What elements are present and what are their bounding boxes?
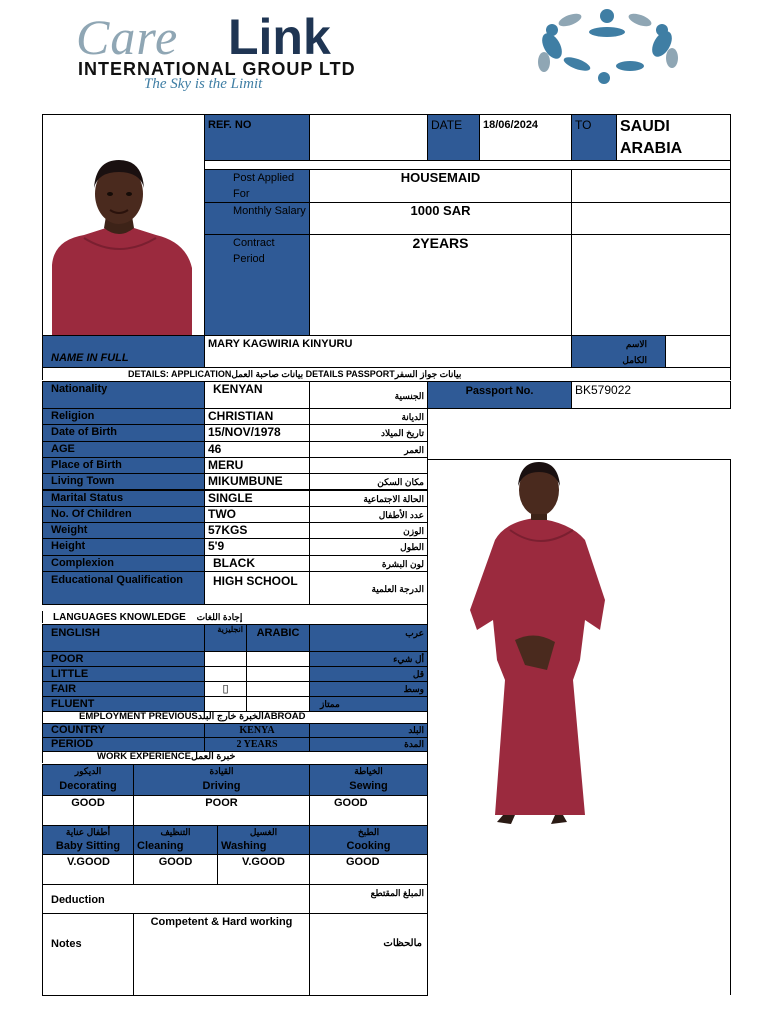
skill-header	[133, 825, 218, 855]
english-level-mark	[204, 651, 247, 667]
personal-value: TWO	[204, 506, 310, 523]
skill-rating: POOR	[133, 795, 310, 826]
personal-arabic: الوزن	[309, 522, 428, 539]
notes-arabic: مالحظات	[383, 938, 422, 949]
skill-arabic: التنظيف	[160, 827, 191, 837]
personal-arabic: العمر	[309, 441, 428, 458]
details-bar: DETAILS: APPLICATIONبيانات صاحبة العمل DETAILS PASSPORTبيانات جواز السفر	[42, 368, 731, 380]
skill-header	[309, 825, 428, 855]
notes-label: Notes	[51, 938, 82, 950]
language-level-label: FAIR	[42, 681, 205, 697]
personal-label: Complexion	[42, 555, 205, 572]
salary-label: Monthly Salary	[204, 202, 310, 235]
country-value: KENYA	[204, 723, 310, 738]
destination-value: SAUDI ARABIA	[616, 114, 731, 161]
personal-arabic: عدد الأطفال	[309, 506, 428, 523]
languages-bar-label: LANGUAGES KNOWLEDGE	[53, 612, 186, 623]
personal-arabic: تاريخ الميلاد	[309, 424, 428, 441]
skill-arabic: الطبخ	[357, 827, 380, 837]
skill-arabic: الديكور	[74, 766, 102, 776]
name-extra	[665, 335, 731, 368]
skill-rating: GOOD	[133, 854, 218, 885]
country-arabic: البلد	[309, 723, 428, 738]
personal-label: Date of Birth	[42, 424, 205, 441]
date-label: DATE	[427, 114, 480, 161]
personal-arabic: لون البشرة	[309, 555, 428, 572]
personal-arabic: الطول	[309, 538, 428, 555]
arabic-level-mark	[246, 696, 310, 712]
language-level-label: FLUENT	[42, 696, 205, 712]
skill-header	[42, 764, 134, 796]
personal-value: CHRISTIAN	[204, 408, 310, 425]
logo-company-text: INTERNATIONAL GROUP LTD	[78, 59, 356, 79]
personal-label: Height	[42, 538, 205, 555]
personal-label: Marital Status	[42, 490, 205, 507]
salary-value: 1000 SAR	[309, 202, 572, 235]
personal-arabic: الدرجة العلمية	[309, 571, 428, 605]
employment-bar: EMPLOYMENT PREVIOUSالخبرة خارج البلدABROAD	[42, 711, 428, 723]
personal-value: 46	[204, 441, 310, 458]
personal-value: 5'9	[204, 538, 310, 555]
arabic-level-mark	[246, 666, 310, 682]
personal-label: Weight	[42, 522, 205, 539]
personal-label: Educational Qualification	[42, 571, 205, 605]
ref-no-label: REF. NO	[204, 114, 310, 161]
salary-extra	[571, 202, 731, 235]
personal-value: SINGLE	[204, 490, 310, 507]
name-label-cell	[42, 335, 205, 368]
personal-arabic: الديانة	[309, 408, 428, 425]
work-experience-bar: WORK EXPERIENCEخبرة العمل	[42, 751, 428, 763]
post-value: HOUSEMAID	[309, 169, 572, 203]
english-label: ENGLISH	[42, 624, 205, 652]
skill-label: Cleaning	[137, 840, 184, 852]
post-label: Post Applied For	[204, 169, 310, 203]
period-arabic: المدة	[309, 737, 428, 752]
skill-label: Decorating	[59, 780, 117, 792]
personal-label: Place of Birth	[42, 457, 205, 474]
period-label: PERIOD	[42, 737, 205, 752]
skill-header	[309, 764, 428, 796]
skill-header	[217, 825, 310, 855]
personal-value: 57KGS	[204, 522, 310, 539]
skill-arabic: القيادة	[209, 766, 234, 776]
personal-value: 15/NOV/1978	[204, 424, 310, 441]
to-label: TO	[571, 114, 617, 161]
language-level-arabic: وسط	[309, 681, 428, 697]
people-circle-logo-icon	[522, 6, 692, 84]
language-level-arabic: أل شيء	[309, 651, 428, 667]
arabic-arabic: عرب	[309, 624, 428, 652]
country-label: COUNTRY	[42, 723, 205, 738]
notes-value: Competent & Hard working	[133, 913, 310, 996]
skill-arabic: الخياطة	[354, 766, 383, 776]
english-level-mark	[204, 666, 247, 682]
skill-rating: GOOD	[309, 795, 428, 826]
arabic-label: ARABIC	[246, 624, 310, 652]
applicant-full-body-photo	[455, 460, 615, 830]
language-level-label: LITTLE	[42, 666, 205, 682]
logo-link-text: Link	[228, 9, 331, 65]
personal-label: AGE	[42, 441, 205, 458]
personal-value: MIKUMBUNE	[204, 473, 310, 490]
header-logo	[76, 6, 696, 92]
personal-value: MERU	[204, 457, 310, 474]
languages-bar-arabic: إجادة اللغات	[196, 612, 243, 622]
personal-arabic: الجنسية	[309, 381, 428, 409]
personal-label: Religion	[42, 408, 205, 425]
skill-rating: GOOD	[309, 854, 428, 885]
post-extra	[571, 169, 731, 203]
personal-arabic	[309, 457, 428, 474]
language-level-label: POOR	[42, 651, 205, 667]
deduction-label: Deduction	[42, 884, 310, 914]
contract-extra	[571, 234, 731, 336]
personal-arabic: مكان السكن	[309, 473, 428, 490]
english-arabic: انجليزية	[204, 624, 247, 652]
contract-value: 2YEARS	[309, 234, 572, 336]
name-value: MARY KAGWIRIA KINYURU	[204, 335, 572, 368]
personal-label: Nationality	[42, 381, 205, 409]
passport-label: Passport No.	[427, 381, 572, 409]
skill-label: Washing	[221, 840, 267, 852]
passport-value: BK579022	[571, 381, 731, 409]
skill-rating: V.GOOD	[42, 854, 134, 885]
skill-label: Driving	[202, 780, 241, 792]
date-value: 18/06/2024	[479, 114, 572, 161]
english-level-mark: ▯	[204, 681, 247, 697]
skill-arabic: الغسيل	[249, 827, 278, 837]
skill-arabic: أطفال عناية	[65, 827, 111, 837]
personal-label: No. Of Children	[42, 506, 205, 523]
ref-no-value	[309, 114, 428, 161]
skill-label: Sewing	[349, 780, 388, 792]
skill-rating: GOOD	[42, 795, 134, 826]
personal-label: Living Town	[42, 473, 205, 490]
applicant-portrait-photo	[44, 150, 194, 335]
name-label: NAME IN FULL	[51, 352, 129, 364]
skill-label: Cooking	[346, 840, 391, 852]
english-level-mark	[204, 696, 247, 712]
arabic-level-mark	[246, 651, 310, 667]
skill-rating: V.GOOD	[217, 854, 310, 885]
personal-value: KENYAN	[204, 381, 310, 409]
period-value: 2 YEARS	[204, 737, 310, 752]
notes-label-cell	[42, 913, 134, 996]
language-level-arabic: ممتاز	[309, 696, 428, 712]
logo-tagline-text: The Sky is the Limit	[144, 76, 263, 92]
personal-arabic: الحالة الاجتماعية	[309, 490, 428, 507]
personal-value: HIGH SCHOOL	[204, 571, 310, 605]
arabic-level-mark	[246, 681, 310, 697]
notes-arabic-cell	[309, 913, 428, 996]
skill-header	[42, 825, 134, 855]
logo-care-text: Care	[76, 9, 179, 65]
skill-header	[133, 764, 310, 796]
contract-label: Contract Period	[204, 234, 310, 336]
language-level-arabic: قل	[309, 666, 428, 682]
name-arabic: الاسم الكامل	[571, 335, 666, 368]
skill-label: Baby Sitting	[55, 840, 121, 852]
personal-value: BLACK	[204, 555, 310, 572]
deduction-arabic: المبلغ المقتطع	[309, 884, 428, 914]
languages-bar	[42, 611, 428, 623]
